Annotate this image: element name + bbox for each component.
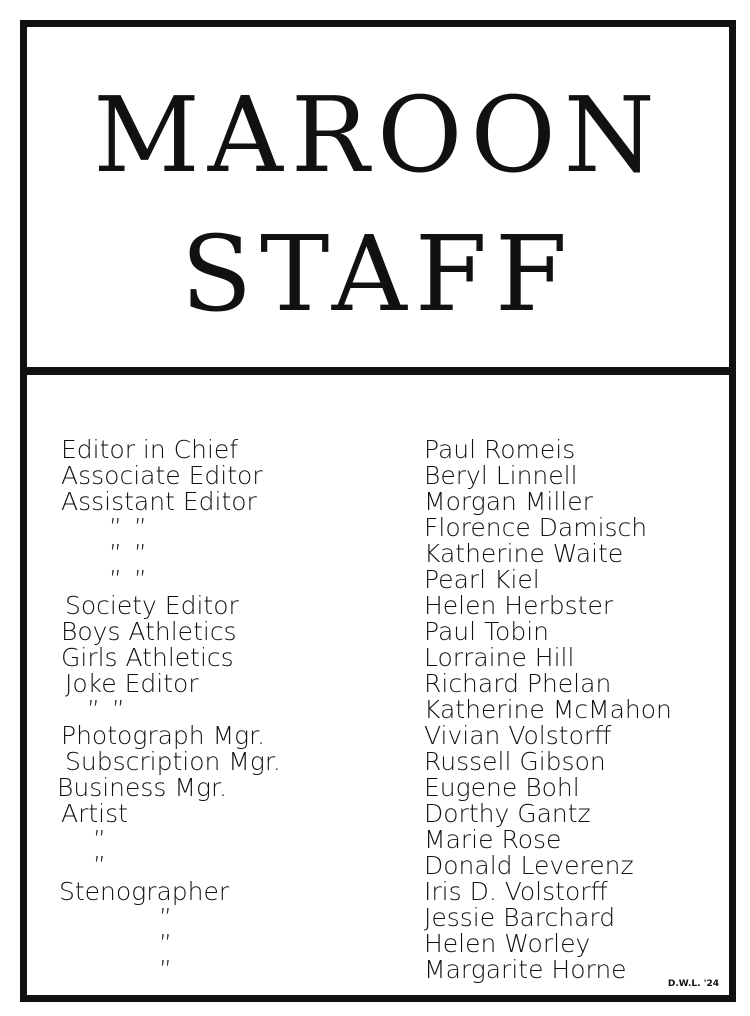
ditto-mark: ” ” xyxy=(109,539,149,568)
role-label: Associate Editor xyxy=(61,461,263,490)
ditto-mark: ” xyxy=(93,825,108,854)
page-frame xyxy=(20,20,736,1002)
role-label: Editor in Chief xyxy=(61,435,239,464)
role-label: Stenographer xyxy=(59,877,230,906)
role-label: Assistant Editor xyxy=(61,487,257,516)
staff-name: Vivian Volstorff xyxy=(424,721,612,750)
title-staff: STAFF xyxy=(180,213,576,335)
staff-name: Helen Herbster xyxy=(424,591,614,620)
title-maroon: MAROON xyxy=(93,74,663,196)
role-label: Boys Athletics xyxy=(61,617,237,646)
staff-name: Marie Rose xyxy=(424,825,562,854)
role-label: Photograph Mgr. xyxy=(61,721,266,750)
ditto-mark: ” ” xyxy=(87,695,127,724)
staff-name: Margarite Horne xyxy=(424,955,627,984)
ditto-mark: ” ” xyxy=(109,565,149,594)
role-label: Subscription Mgr. xyxy=(65,747,281,776)
staff-name: Katherine Waite xyxy=(424,539,624,568)
staff-name: Helen Worley xyxy=(424,929,591,958)
role-label: Joke Editor xyxy=(65,669,199,698)
ditto-mark: ” xyxy=(93,851,108,880)
staff-name: Katherine McMahon xyxy=(424,695,672,724)
staff-name: Pearl Kiel xyxy=(424,565,540,594)
ditto-mark: ” ” xyxy=(109,513,149,542)
staff-name: Paul Romeis xyxy=(424,435,576,464)
staff-name: Dorthy Gantz xyxy=(424,799,591,828)
staff-name: Beryl Linnell xyxy=(424,461,578,490)
ditto-mark: ” xyxy=(159,955,174,984)
staff-name: Jessie Barchard xyxy=(424,903,616,932)
staff-name: Morgan Miller xyxy=(424,487,593,516)
staff-name: Richard Phelan xyxy=(424,669,612,698)
role-label: Artist xyxy=(61,799,128,828)
title-panel xyxy=(27,27,729,375)
role-label: Society Editor xyxy=(65,591,239,620)
staff-roster xyxy=(27,375,729,995)
ditto-mark: ” xyxy=(159,903,174,932)
role-label: Girls Athletics xyxy=(61,643,234,672)
staff-name: Paul Tobin xyxy=(424,617,549,646)
staff-name: Florence Damisch xyxy=(424,513,648,542)
staff-name: Lorraine Hill xyxy=(424,643,575,672)
staff-name: Donald Leverenz xyxy=(424,851,634,880)
staff-name: Iris D. Volstorff xyxy=(424,877,608,906)
staff-name: Russell Gibson xyxy=(424,747,606,776)
staff-name: Eugene Bohl xyxy=(424,773,580,802)
role-label: Business Mgr. xyxy=(57,773,227,802)
artist-signature: D.W.L. '24 xyxy=(667,979,719,989)
ditto-mark: ” xyxy=(159,929,174,958)
